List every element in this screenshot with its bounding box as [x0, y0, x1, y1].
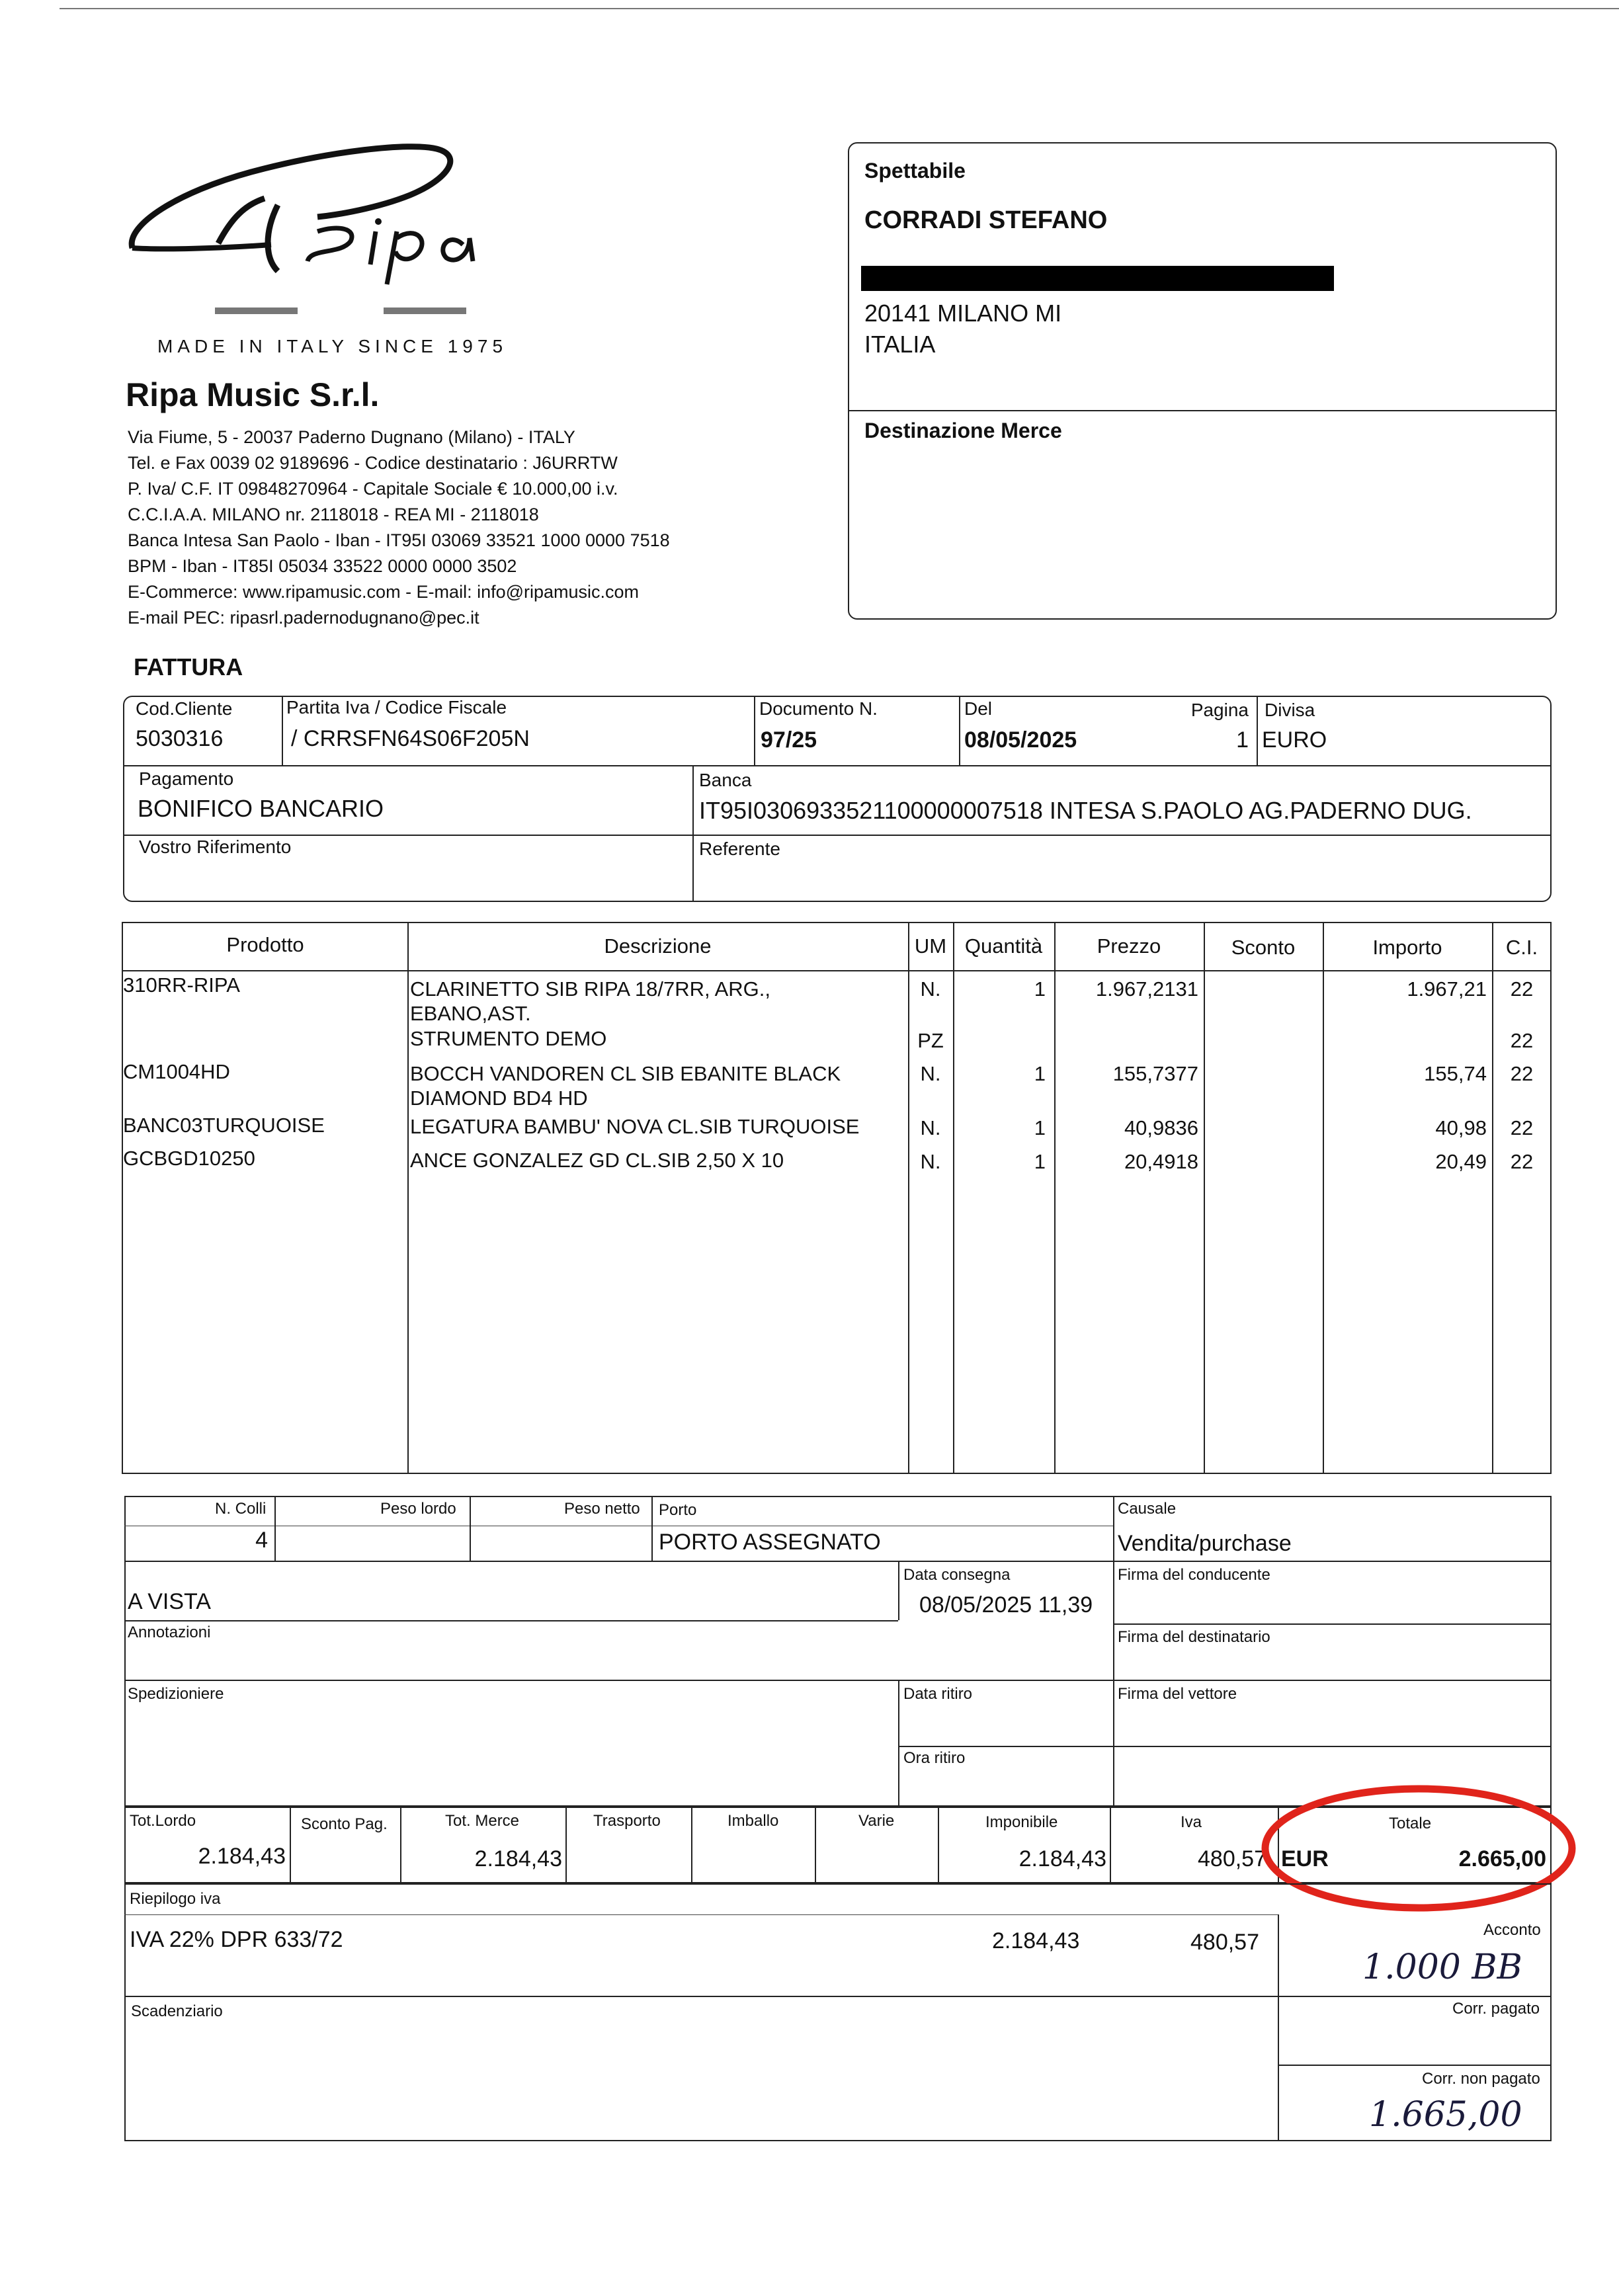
- item-qty: 1: [1034, 1062, 1046, 1085]
- referente-label: Referente: [699, 839, 780, 859]
- porto-value: PORTO ASSEGNATO: [659, 1530, 881, 1555]
- shipping-col-divider: [898, 1680, 899, 1807]
- del-label: Del: [964, 698, 993, 719]
- riepilogo-iva: 480,57: [1190, 1930, 1259, 1955]
- item-code: CM1004HD: [123, 1060, 230, 1083]
- item-price: 20,4918: [1124, 1150, 1198, 1173]
- item-um: N.: [920, 977, 941, 1001]
- item-code: BANC03TURQUOISE: [123, 1114, 325, 1137]
- item-um: N.: [920, 1150, 941, 1173]
- item-qty: 1: [1034, 1116, 1046, 1139]
- totale-currency: EUR: [1281, 1846, 1329, 1871]
- items-header-divider: [122, 970, 1552, 971]
- pagina-label: Pagina: [1190, 700, 1249, 720]
- tot-lordo-value: 2.184,43: [198, 1844, 286, 1869]
- company-name: Ripa Music S.r.l.: [126, 376, 380, 413]
- piva-label: Partita Iva / Codice Fiscale: [286, 697, 507, 718]
- pagamento-label: Pagamento: [139, 768, 234, 789]
- summary-divider: [1278, 1996, 1552, 1997]
- shipping-col-divider: [1113, 1496, 1114, 1807]
- col-ci: C.I.: [1505, 936, 1538, 959]
- item-um: PZ: [917, 1029, 944, 1052]
- item-vat-code: 22: [1510, 977, 1534, 1001]
- item-description: LEGATURA BAMBU' NOVA CL.SIB TURQUOISE: [410, 1115, 860, 1138]
- colli-label: N. Colli: [215, 1500, 267, 1518]
- items-col-divider: [407, 922, 409, 1474]
- redacted-address: [861, 266, 1334, 291]
- documento-value: 97/25: [761, 727, 817, 753]
- shipping-divider: [898, 1746, 1552, 1747]
- trasporto-label: Trasporto: [593, 1812, 661, 1830]
- acconto-handwritten: 1.000 BB: [1362, 1948, 1522, 1987]
- shipping-col-divider: [470, 1496, 471, 1561]
- imballo-label: Imballo: [727, 1812, 779, 1830]
- shipping-divider: [124, 1680, 1552, 1681]
- company-iban-bpm: BPM - Iban - IT85I 05034 33522 0000 0000 3502: [128, 556, 517, 576]
- tot-merce-label: Tot. Merce: [445, 1812, 520, 1830]
- banca-value: IT95I0306933521100000007518 INTESA S.PAOLO AG.PADERNO DUG.: [699, 797, 1472, 824]
- imponibile-label: Imponibile: [985, 1813, 1058, 1831]
- company-vat: P. Iva/ C.F. IT 09848270964 - Capitale Sociale € 10.000,00 i.v.: [128, 479, 618, 499]
- item-price: 40,9836: [1124, 1116, 1198, 1139]
- item-qty: 1: [1034, 977, 1046, 1001]
- piva-value: / CRRSFN64S06F205N: [291, 726, 530, 751]
- item-price: 1.967,2131: [1095, 977, 1198, 1001]
- acconto-label: Acconto: [1483, 1921, 1541, 1939]
- item-description: EBANO,AST.: [410, 1002, 531, 1025]
- recipient-label: Spettabile: [864, 159, 966, 183]
- firma-vettore-label: Firma del vettore: [1118, 1685, 1237, 1703]
- summary-col-divider: [1278, 1914, 1279, 2141]
- item-code: 310RR-RIPA: [123, 973, 240, 997]
- data-consegna-label: Data consegna: [903, 1566, 1011, 1584]
- item-vat-code: 22: [1510, 1062, 1534, 1085]
- items-col-divider: [1054, 922, 1056, 1474]
- company-cciaa: C.C.I.A.A. MILANO nr. 2118018 - REA MI - 2118018: [128, 505, 539, 524]
- porto-label: Porto: [659, 1501, 697, 1519]
- peso-lordo-label: Peso lordo: [380, 1500, 456, 1518]
- item-amount: 155,74: [1424, 1062, 1487, 1085]
- header-col-divider: [1257, 696, 1258, 765]
- vostro-riferimento-label: Vostro Riferimento: [139, 837, 292, 857]
- causale-value: Vendita/purchase: [1118, 1531, 1292, 1556]
- summary-box: [124, 1883, 1552, 2141]
- items-col-divider: [908, 922, 909, 1474]
- header-col-divider: [282, 696, 283, 765]
- col-quantita: Quantità: [964, 934, 1043, 958]
- totals-col-divider: [691, 1807, 692, 1883]
- corr-non-pagato-handwritten: 1.665,00: [1369, 2095, 1522, 2135]
- items-col-divider: [1323, 922, 1324, 1474]
- header-col-divider: [692, 765, 694, 902]
- recipient-city: 20141 MILANO MI: [864, 300, 1062, 327]
- banca-label: Banca: [699, 770, 752, 790]
- item-qty: 1: [1034, 1150, 1046, 1173]
- documento-label: Documento N.: [759, 698, 878, 719]
- document-title: FATTURA: [134, 653, 243, 680]
- del-value: 08/05/2025: [964, 727, 1077, 753]
- header-col-divider: [754, 696, 755, 765]
- divisa-value: EURO: [1262, 727, 1327, 753]
- item-amount: 40,98: [1435, 1116, 1487, 1139]
- header-col-divider: [959, 696, 960, 765]
- totals-col-divider: [1110, 1807, 1111, 1883]
- firma-conducente-label: Firma del conducente: [1118, 1566, 1270, 1584]
- tot-lordo-label: Tot.Lordo: [130, 1812, 196, 1830]
- col-importo: Importo: [1372, 936, 1442, 959]
- item-amount: 1.967,21: [1407, 977, 1487, 1001]
- cod-cliente-label: Cod.Cliente: [136, 698, 233, 719]
- causale-label: Causale: [1118, 1500, 1177, 1518]
- totals-col-divider: [565, 1807, 567, 1883]
- divisa-label: Divisa: [1265, 700, 1315, 720]
- totals-col-divider: [400, 1807, 401, 1883]
- shipping-divider: [1113, 1623, 1552, 1625]
- recipient-divider: [848, 410, 1557, 411]
- firma-destinatario-label: Firma del destinatario: [1118, 1628, 1270, 1646]
- item-vat-code: 22: [1510, 1029, 1534, 1052]
- item-amount: 20,49: [1435, 1150, 1487, 1173]
- pagamento-value: BONIFICO BANCARIO: [138, 795, 384, 822]
- pagina-value: 1: [1236, 727, 1249, 753]
- totals-col-divider: [938, 1807, 939, 1883]
- a-vista-value: A VISTA: [128, 1589, 211, 1614]
- shipping-divider: [124, 1620, 898, 1621]
- shipping-col-divider: [898, 1561, 899, 1620]
- company-iban-intesa: Banca Intesa San Paolo - Iban - IT95I 03069 33521 1000 0000 7518: [128, 530, 670, 550]
- ripa-logo: [119, 132, 529, 324]
- item-vat-code: 22: [1510, 1116, 1534, 1139]
- item-description: ANCE GONZALEZ GD CL.SIB 2,50 X 10: [410, 1149, 784, 1172]
- totale-label: Totale: [1389, 1815, 1432, 1832]
- peso-netto-label: Peso netto: [564, 1500, 640, 1518]
- col-prezzo: Prezzo: [1097, 934, 1161, 958]
- sconto-pag-label: Sconto Pag.: [301, 1815, 388, 1833]
- iva-value: 480,57: [1198, 1846, 1266, 1871]
- varie-label: Varie: [858, 1812, 895, 1830]
- corr-non-pagato-label: Corr. non pagato: [1422, 2070, 1540, 2088]
- scadenziario-label: Scadenziario: [131, 2002, 223, 2020]
- totale-value: 2.665,00: [1458, 1846, 1546, 1871]
- items-col-divider: [953, 922, 954, 1474]
- col-sconto: Sconto: [1231, 936, 1296, 959]
- summary-divider: [1278, 2065, 1552, 2066]
- items-col-divider: [1204, 922, 1205, 1474]
- item-price: 155,7377: [1112, 1062, 1198, 1085]
- col-descrizione: Descrizione: [604, 934, 712, 958]
- items-table: [122, 922, 1552, 1474]
- item-description: STRUMENTO DEMO: [410, 1027, 607, 1050]
- item-code: GCBGD10250: [123, 1147, 255, 1170]
- header-row-divider-2: [123, 835, 1552, 836]
- recipient-country: ITALIA: [864, 331, 936, 358]
- scan-edge-line: [60, 8, 1619, 9]
- item-description: DIAMOND BD4 HD: [410, 1086, 588, 1110]
- company-phone: Tel. e Fax 0039 02 9189696 - Codice destinatario : J6URRTW: [128, 453, 618, 473]
- annotazioni-label: Annotazioni: [128, 1623, 211, 1641]
- company-address: Via Fiume, 5 - 20037 Paderno Dugnano (Milano) - ITALY: [128, 427, 575, 447]
- recipient-name: CORRADI STEFANO: [864, 206, 1108, 234]
- company-tagline: MADE IN ITALY SINCE 1975: [157, 336, 508, 356]
- summary-divider: [124, 1996, 1278, 1997]
- tot-merce-value: 2.184,43: [474, 1846, 562, 1871]
- summary-divider: [124, 1914, 1278, 1915]
- item-um: N.: [920, 1116, 941, 1139]
- cod-cliente-value: 5030316: [136, 726, 224, 751]
- totals-col-divider: [815, 1807, 816, 1883]
- riepilogo-imponibile: 2.184,43: [992, 1928, 1080, 1953]
- items-col-divider: [1492, 922, 1493, 1474]
- spedizioniere-label: Spedizioniere: [128, 1685, 224, 1703]
- company-details: [128, 425, 670, 631]
- item-vat-code: 22: [1510, 1150, 1534, 1173]
- col-prodotto: Prodotto: [226, 933, 304, 956]
- data-consegna-value: 08/05/2025 11,39: [919, 1592, 1093, 1618]
- shipping-col-divider: [651, 1496, 653, 1561]
- header-row-divider-1: [123, 765, 1552, 766]
- corr-pagato-label: Corr. pagato: [1452, 2000, 1540, 2018]
- item-description: CLARINETTO SIB RIPA 18/7RR, ARG.,: [410, 977, 770, 1001]
- company-pec: E-mail PEC: ripasrl.padernodugnano@pec.it: [128, 608, 479, 628]
- shipping-divider: [124, 1561, 1552, 1562]
- destination-label: Destinazione Merce: [864, 419, 1062, 442]
- shipping-col-divider: [274, 1496, 276, 1561]
- totals-col-divider: [290, 1807, 291, 1883]
- riepilogo-desc: IVA 22% DPR 633/72: [130, 1927, 343, 1952]
- item-description: BOCCH VANDOREN CL SIB EBANITE BLACK: [410, 1062, 841, 1085]
- item-um: N.: [920, 1062, 941, 1085]
- colli-value: 4: [255, 1528, 268, 1553]
- col-um: UM: [914, 934, 947, 958]
- data-ritiro-label: Data ritiro: [903, 1685, 973, 1703]
- ora-ritiro-label: Ora ritiro: [903, 1749, 966, 1767]
- iva-label: Iva: [1181, 1813, 1202, 1831]
- riepilogo-label: Riepilogo iva: [130, 1890, 221, 1908]
- imponibile-value: 2.184,43: [1018, 1846, 1106, 1871]
- company-ecommerce: E-Commerce: www.ripamusic.com - E-mail: info@ripamusic.com: [128, 582, 640, 602]
